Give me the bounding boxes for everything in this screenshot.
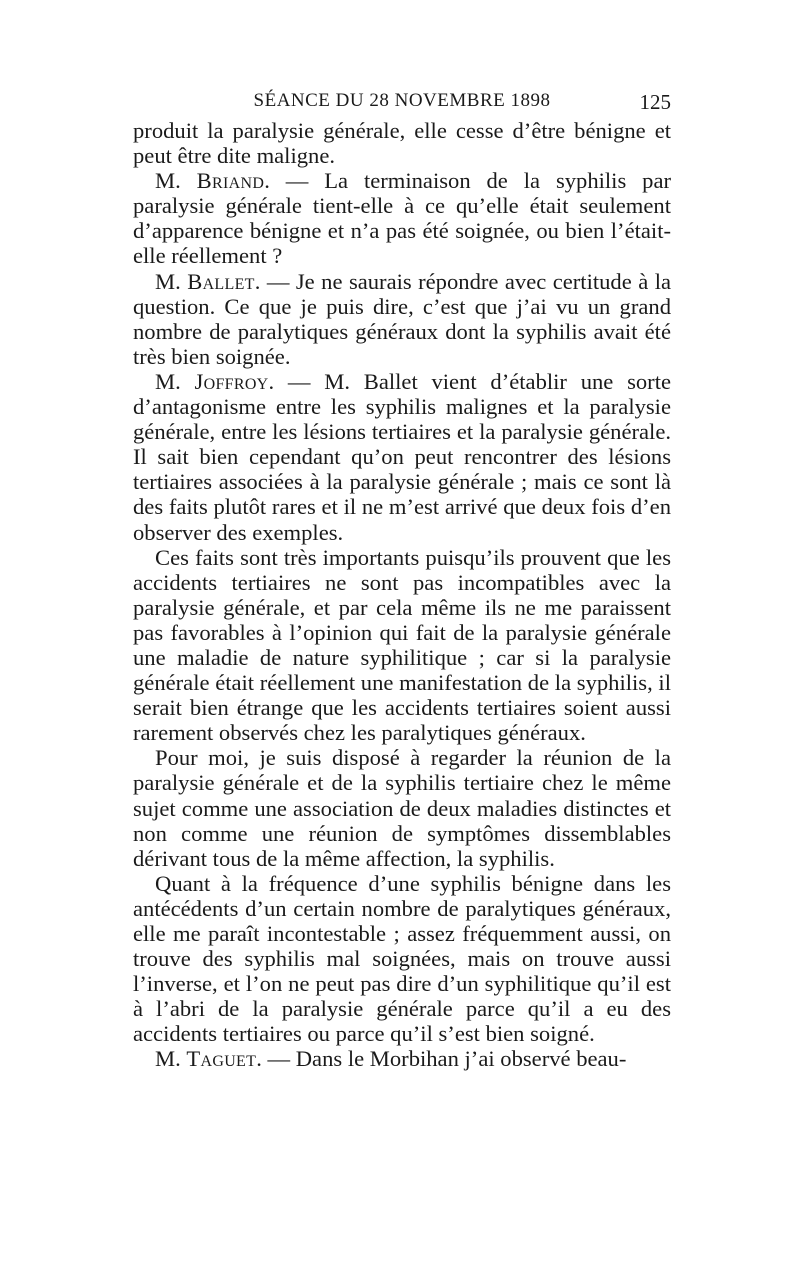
speaker-prefix: M. [155,368,195,394]
paragraph-text: Pour moi, je suis disposé à regarder la réunion de la paralysie générale et de la syphilis tertiaire chez le même sujet comme une association de deux maladies distinctes et non comme une réunion de symptômes dissemblables dérivant tous de la même affection, la syphilis. [133,745,671,871]
paragraph-text: . — Dans le Morbihan j’ai observé beau- [256,1046,627,1072]
paragraph-text: . — M. Ballet vient d’établir une sorte d’antagonisme entre les syphilis malignes et la paralysie générale, entre les lésions tertiaires et la paralysie générale. Il sait bien cependant qu’on peut rencontrer des lésions tertiaires associées à la paralysie générale ; mais ce sont là des faits plutôt rares et il ne m’est arrivé que deux fois d’en observer des exemples. [133,368,671,545]
speaker-name: Briand [196,168,265,194]
speaker-prefix: M. [155,168,197,194]
paragraph-text: Quant à la fréquence d’une syphilis bénigne dans les antécédents d’un certain nombre de paralytiques généraux, elle me paraît incontestable ; assez fréquemment aussi, on trouve des syphilis mal soignées, mais on trouve aussi l’inverse, et l’on ne peut pas dire d’un syphilitique qu’il est à l’abri de la paralysie générale parce qu’il a eu des accidents tertiaires ou parce qu’il s’est bien soigné. [133,870,671,1047]
speaker-name: Joffroy [194,368,269,394]
paragraph-joffroy [133,369,671,545]
paragraph-continuation [133,118,671,168]
paragraph-text: . — La terminaison de la syphilis par paralysie générale tient-elle à ce qu’elle était seulement d’apparence bénigne et n’a pas été soignée, ou bien l’était-elle réellement ? [133,168,671,269]
paragraph-text: Ces faits sont très importants puisqu’ils prouvent que les accidents tertiaires ne sont pas incompatibles avec la paralysie générale, et par cela même ils ne me paraissent pas favorables à l’opinion qui fait de la paralysie générale une maladie de nature syphilitique ; car si la paralysie générale était réellement une manifestation de la syphilis, il serait bien étrange que les accidents tertiaires soient aussi rarement observés chez les paralytiques généraux. [133,544,671,746]
paragraph-text: . — Je ne saurais répondre avec certitude à la question. Ce que je puis dire, c’est que j’ai vu un grand nombre de paralytiques généraux dont la syphilis avait été très bien soignée. [133,268,671,369]
paragraph-ballet [133,269,671,369]
paragraph-briand [133,168,671,268]
page-number: 125 [639,90,671,114]
speaker-name: Ballet [187,268,255,294]
paragraph-text: produit la paralysie générale, elle cesse d’être bénigne et peut être dite maligne. [133,118,671,169]
page-header [133,90,671,120]
speaker-name: Taguet [186,1046,257,1072]
paragraph-taguet [133,1046,671,1071]
paragraph [133,545,671,746]
speaker-prefix: M. [155,1046,187,1072]
paragraph [133,871,671,1047]
paragraph [133,745,671,870]
body-text [133,118,671,1072]
speaker-prefix: M. [155,268,188,294]
running-title: SÉANCE DU 28 NOVEMBRE 1898 [253,90,551,111]
